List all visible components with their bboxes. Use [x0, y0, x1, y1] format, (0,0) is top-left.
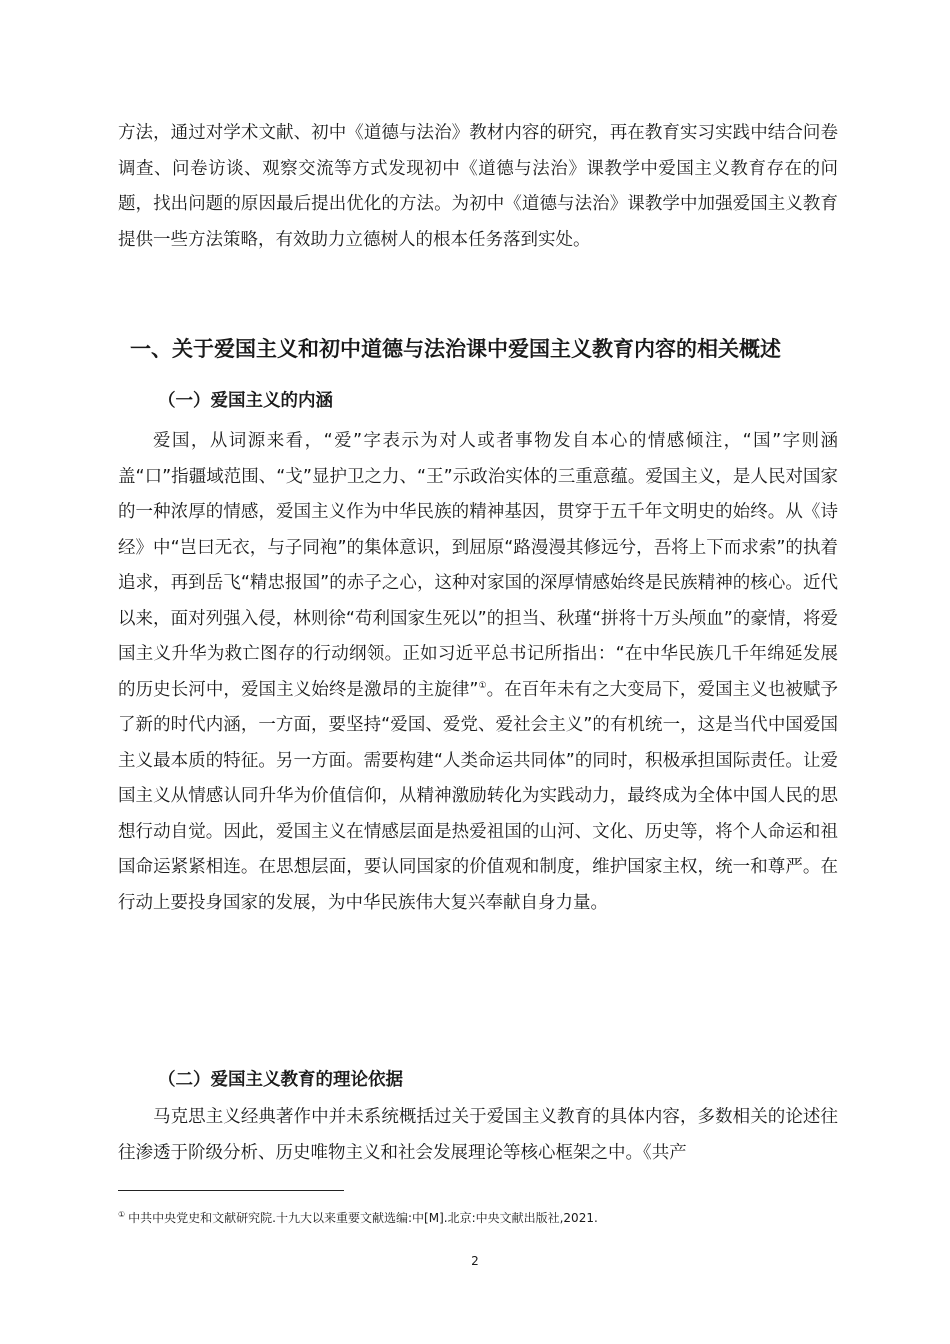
- body-paragraph-intro: 方法，通过对学术文献、初中《道德与法治》教材内容的研究，再在教育实习实践中结合问卷调查、问卷访谈、观察交流等方式发现初中《道德与法治》课教学中爱国主义教育存在的问题，找出问题的原因最后提出优化的方法。为初中《道德与法治》课教学中加强爱国主义教育提供一些方法策略，有效助力立德树人的根本任务落到实处。: [118, 123, 838, 250]
- footnote-divider: [118, 1190, 344, 1191]
- section-heading-1: 一、关于爱国主义和初中道德与法治课中爱国主义教育内容的相关概述: [130, 337, 781, 361]
- paragraph-text-part-2: 。在百年未有之大变局下，爱国主义也被赋予了新的时代内涵，一方面，要坚持“爱国、爱党、爱社会主义”的有机统一，这是当代中国爱国主义最本质的特征。另一方面。需要构建“人类命运共同体”的同时，积极承担国际责任。让爱国主义从情感认同升华为价值信仰，从精神激励转化为实践动力，最终成为全体中国人民的思想行动自觉。因此，爱国主义在情感层面是热爱祖国的山河、文化、历史等，将个人命运和祖国命运紧紧相连。在思想层面，要认同国家的价值观和制度，维护国家主权，统一和尊严。在行动上要投身国家的发展，为中华民族伟大复兴奉献自身力量。: [118, 679, 838, 913]
- body-paragraph-theory-basis: 马克思主义经典著作中并未系统概括过关于爱国主义教育的具体内容，多数相关的论述往往渗透于阶级分析、历史唯物主义和社会发展理论等核心框架之中。《共产: [118, 1107, 838, 1163]
- subsection-heading-2: （二）爱国主义教育的理论依据: [158, 1070, 403, 1090]
- footnote-reference-mark: ①: [478, 680, 487, 691]
- page-number: 2: [471, 1254, 479, 1268]
- paragraph-text-part-1: 爱国，从词源来看，“爱”字表示为对人或者事物发自本心的情感倾注，“国”字则涵盖“口”指疆域范围、“戈”显护卫之力、“王”示政治实体的三重意蕴。爱国主义，是人民对国家的一种浓厚的情感，爱国主义作为中华民族的精神基因，贯穿于五千年文明史的始终。从《诗经》中“岂曰无衣，与子同袍”的集体意识，到屈原“路漫漫其修远兮，吾将上下而求索”的执着追求，再到岳飞“精忠报国”的赤子之心，这种对家国的深厚情感始终是民族精神的核心。近代以来，面对列强入侵，林则徐“苟利国家生死以”的担当、秋瑾“拼将十万头颅血”的豪情，将爱国主义升华为救亡图存的行动纲领。正如习近平总书记所指出：“在中华民族几千年绵延发展的历史长河中，爱国主义始终是激昂的主旋律”: [118, 431, 838, 700]
- body-paragraph-patriotism-meaning: [118, 424, 838, 921]
- footnote-text: 中共中央党史和文献研究院.十九大以来重要文献选编:中[M].北京:中央文献出版社,2021.: [128, 1211, 598, 1225]
- footnote-mark: ①: [118, 1210, 126, 1219]
- subsection-heading-1: （一）爱国主义的内涵: [158, 391, 333, 411]
- footnote: [118, 1208, 598, 1228]
